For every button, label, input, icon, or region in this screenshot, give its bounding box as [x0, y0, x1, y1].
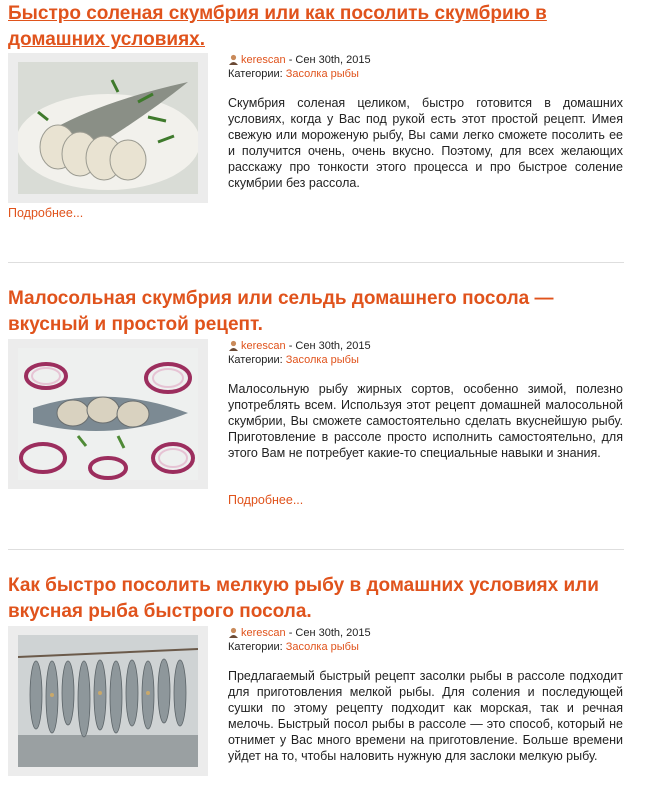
category-link[interactable]: Засолка рыбы — [285, 641, 359, 653]
date-separator: - — [285, 627, 296, 639]
post-excerpt: Предлагаемый быстрый рецепт засолки рыбы в рассоле подходит для приготовления мелкой рыбы. Для соления и последующей сушки по этому рецепту подходит как морская, так и речная мелочь. Быстрый посол рыбы в рассоле — это способ, который не отнимет у Вас много времени на приготовление. Больше времени уйдет на то, чтобы наловить нужную для заслоки мелкую рыбу. — [228, 669, 623, 763]
sliced-mackerel-image — [18, 62, 198, 194]
category-label: Категории: — [228, 68, 283, 80]
post-title-link[interactable]: Как быстро посолить мелкую рыбу в домашних условиях или вкусная рыба быстрого посола. — [8, 575, 599, 622]
post-title-link[interactable]: Малосольная скумбрия или сельдь домашнего посола — вкусный и простой рецепт. — [8, 288, 554, 335]
post-title-link[interactable]: Быстро соленая скумбрия или как посолить скумбрию в домашних условиях. — [8, 3, 547, 50]
post-divider — [8, 549, 624, 550]
date-separator: - — [285, 340, 296, 352]
post-meta — [228, 53, 371, 81]
user-icon — [228, 340, 239, 351]
author-link[interactable]: kerescan — [241, 627, 286, 639]
category-label: Категории: — [228, 641, 283, 653]
author-link[interactable]: kerescan — [241, 340, 286, 352]
post-excerpt: Скумбрия соленая целиком, быстро готовится в домашних условиях, когда у Вас под рукой есть этот простой рецепт. Имея свежую или мороженую рыбу, Вы сами легко сможете посолить ее и получится очень, очень вкусно. Поэтому, для всех желающих расскажу про тонкости этого процесса и про быстрое соление скумбрии без рассола. — [228, 96, 623, 190]
read-more-link[interactable]: Подробнее... — [228, 493, 304, 507]
post-date: Сен 30th, 2015 — [295, 54, 371, 66]
author-link[interactable]: kerescan — [241, 54, 286, 66]
post-thumbnail[interactable] — [8, 626, 208, 776]
mackerel-onion-image — [18, 348, 198, 480]
post-meta — [228, 339, 371, 367]
post-date: Сен 30th, 2015 — [295, 627, 371, 639]
user-icon — [228, 627, 239, 638]
user-icon — [228, 54, 239, 65]
drying-fish-image — [18, 635, 198, 767]
post-meta — [228, 626, 371, 654]
date-separator: - — [285, 54, 296, 66]
post-divider — [8, 262, 624, 263]
post-excerpt: Малосольную рыбу жирных сортов, особенно зимой, полезно употреблять всем. Используя этот рецепт домашней малосольной скумбрии, Вы сможете самостоятельно сделать вкуснейшую рыбу. Приготовление в рассоле просто исполнить самостоятельно, для этого Вам не потребует какие-то специальные навыки и знания. — [228, 382, 623, 460]
read-more-link[interactable]: Подробнее... — [8, 206, 84, 220]
post-thumbnail[interactable] — [8, 339, 208, 489]
category-link[interactable]: Засолка рыбы — [285, 68, 359, 80]
category-link[interactable]: Засолка рыбы — [285, 354, 359, 366]
category-label: Категории: — [228, 354, 283, 366]
post-date: Сен 30th, 2015 — [295, 340, 371, 352]
post-thumbnail[interactable] — [8, 53, 208, 203]
